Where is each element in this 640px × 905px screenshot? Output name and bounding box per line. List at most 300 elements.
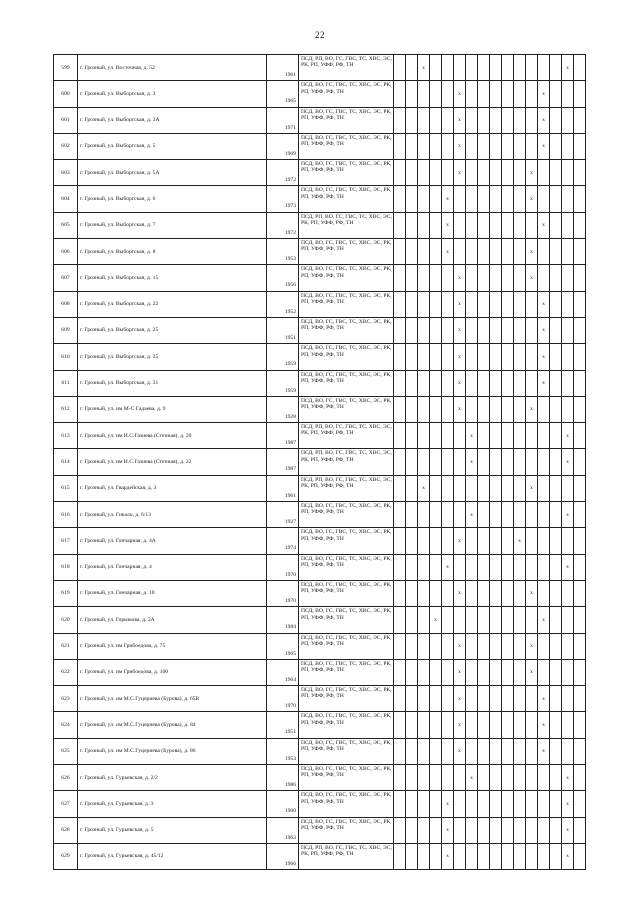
mark-cell — [454, 212, 466, 238]
mark-cell — [394, 239, 406, 265]
mark-cell — [478, 423, 490, 449]
mark-cell — [466, 186, 478, 212]
mark-cell — [478, 817, 490, 843]
mark-cell — [454, 239, 466, 265]
mark-cell — [514, 344, 526, 370]
mark-cell — [430, 423, 442, 449]
mark-cell — [406, 265, 418, 291]
mark-cell: х — [466, 765, 478, 791]
mark-cell — [550, 160, 562, 186]
mark-cell — [538, 265, 550, 291]
mark-cell — [526, 528, 538, 554]
mark-cell — [418, 554, 430, 580]
table-row — [54, 186, 586, 212]
mark-cell — [394, 81, 406, 107]
mark-cell — [430, 396, 442, 422]
address-cell: г. Грозный, ул. Восточная, д. 52 — [78, 55, 267, 81]
table-row — [54, 765, 586, 791]
mark-cell — [562, 396, 574, 422]
mark-cell — [502, 212, 514, 238]
mark-cell: х — [442, 186, 454, 212]
mark-cell — [574, 239, 586, 265]
mark-cell — [406, 423, 418, 449]
work-types-cell: ПСД, ВО, ГС, ГВС, ТС, ХВС, ЭС, РК, РП, УФФ, РФ, ТН — [299, 265, 394, 291]
address-cell: г. Грозный, ул. им М-С Гадаева, д. 9 — [78, 396, 267, 422]
address-cell: г. Грозный, ул. Гурьевская, д. 45/12 — [78, 843, 267, 869]
mark-cell — [562, 738, 574, 764]
mark-cell — [478, 475, 490, 501]
mark-cell — [526, 449, 538, 475]
mark-cell — [514, 55, 526, 81]
mark-cell: х — [454, 396, 466, 422]
mark-cell — [394, 449, 406, 475]
mark-cell: х — [454, 686, 466, 712]
work-types-cell: ПСД, ВО, ГС, ГВС, ТС, ХВС, ЭС, РК, РП, УФФ, РФ, ТН — [299, 186, 394, 212]
table-row — [54, 607, 586, 633]
table-row — [54, 344, 586, 370]
year-cell: 1973 — [267, 186, 299, 212]
mark-cell — [430, 344, 442, 370]
mark-cell — [418, 633, 430, 659]
mark-cell — [550, 186, 562, 212]
mark-cell — [418, 133, 430, 159]
row-number-cell: 604 — [54, 186, 78, 212]
year-cell: 1972 — [267, 212, 299, 238]
year-cell: 1959 — [267, 370, 299, 396]
mark-cell: х — [454, 659, 466, 685]
mark-cell — [526, 423, 538, 449]
year-cell: 1987 — [267, 449, 299, 475]
mark-cell — [490, 580, 502, 606]
address-cell: г. Грозный, ул. им И.С.Газиева (Степная), д. 22 — [78, 449, 267, 475]
table-row — [54, 239, 586, 265]
row-number-cell: 613 — [54, 423, 78, 449]
mark-cell — [418, 659, 430, 685]
mark-cell — [478, 554, 490, 580]
row-number-cell: 600 — [54, 81, 78, 107]
mark-cell — [454, 817, 466, 843]
mark-cell — [550, 107, 562, 133]
mark-cell — [418, 843, 430, 869]
mark-cell — [490, 186, 502, 212]
work-types-cell: ПСД, ВО, ГС, ГВС, ТС, ХВС, ЭС, РК, РП, УФФ, РФ, ТН — [299, 580, 394, 606]
row-number-cell: 626 — [54, 765, 78, 791]
mark-cell — [502, 791, 514, 817]
work-types-cell: ПСД, ВО, ГС, ГВС, ТС, ХВС, ЭС, РК, РП, УФФ, РФ, ТН — [299, 396, 394, 422]
year-cell: 1970 — [267, 686, 299, 712]
work-types-cell: ПСД, ВО, ГС, ГВС, ТС, ХВС, ЭС, РК, РП, УФФ, РФ, ТН — [299, 607, 394, 633]
mark-cell — [466, 607, 478, 633]
mark-cell — [526, 344, 538, 370]
mark-cell — [514, 423, 526, 449]
mark-cell — [430, 843, 442, 869]
mark-cell — [442, 107, 454, 133]
mark-cell — [526, 370, 538, 396]
address-cell: г. Грозный, ул. Гурьевская, д. 5 — [78, 817, 267, 843]
mark-cell — [490, 265, 502, 291]
mark-cell — [478, 317, 490, 343]
mark-cell — [466, 554, 478, 580]
mark-cell — [430, 449, 442, 475]
row-number-cell: 603 — [54, 160, 78, 186]
mark-cell — [502, 396, 514, 422]
mark-cell — [514, 659, 526, 685]
year-cell: 1928 — [267, 396, 299, 422]
mark-cell — [406, 791, 418, 817]
work-types-cell: ПСД, ВО, ГС, ГВС, ТС, ХВС, ЭС, РК, РП, УФФ, РФ, ТН — [299, 344, 394, 370]
mark-cell — [514, 686, 526, 712]
mark-cell: х — [526, 580, 538, 606]
mark-cell — [430, 475, 442, 501]
mark-cell: х — [454, 160, 466, 186]
mark-cell: х — [538, 370, 550, 396]
mark-cell — [526, 738, 538, 764]
mark-cell — [466, 291, 478, 317]
mark-cell — [466, 817, 478, 843]
mark-cell — [454, 475, 466, 501]
mark-cell — [454, 186, 466, 212]
mark-cell — [394, 370, 406, 396]
address-cell: г. Грозный, ул. Выборгская, д. 7 — [78, 212, 267, 238]
mark-cell — [394, 475, 406, 501]
mark-cell: х — [562, 423, 574, 449]
table-row — [54, 475, 586, 501]
mark-cell — [538, 55, 550, 81]
mark-cell — [502, 607, 514, 633]
mark-cell — [478, 843, 490, 869]
address-cell: г. Грозный, ул. Гурьевская, д. 3 — [78, 791, 267, 817]
mark-cell — [562, 370, 574, 396]
registry-body — [54, 55, 586, 870]
mark-cell — [406, 107, 418, 133]
mark-cell — [502, 554, 514, 580]
mark-cell — [574, 712, 586, 738]
mark-cell — [442, 502, 454, 528]
year-cell: 1927 — [267, 502, 299, 528]
mark-cell — [574, 449, 586, 475]
mark-cell — [394, 843, 406, 869]
mark-cell — [502, 712, 514, 738]
mark-cell — [442, 396, 454, 422]
mark-cell — [526, 843, 538, 869]
row-number-cell: 627 — [54, 791, 78, 817]
work-types-cell: ПСД, ВО, ГС, ГВС, ТС, ХВС, ЭС, РК, РП, УФФ, РФ, ТН — [299, 738, 394, 764]
mark-cell: х — [562, 817, 574, 843]
mark-cell — [538, 633, 550, 659]
mark-cell — [394, 423, 406, 449]
mark-cell — [538, 765, 550, 791]
work-types-cell: ПСД, ВО, ГС, ГВС, ТС, ХВС, ЭС, РК, РП, УФФ, РФ, ТН — [299, 817, 394, 843]
row-number-cell: 610 — [54, 344, 78, 370]
mark-cell — [430, 738, 442, 764]
mark-cell — [490, 738, 502, 764]
mark-cell — [394, 580, 406, 606]
table-row — [54, 686, 586, 712]
row-number-cell: 629 — [54, 843, 78, 869]
mark-cell — [562, 81, 574, 107]
mark-cell — [574, 633, 586, 659]
mark-cell — [430, 212, 442, 238]
mark-cell — [406, 580, 418, 606]
mark-cell: х — [514, 528, 526, 554]
table-row — [54, 81, 586, 107]
mark-cell — [574, 686, 586, 712]
mark-cell — [454, 449, 466, 475]
year-cell: 1986 — [267, 765, 299, 791]
mark-cell — [418, 738, 430, 764]
mark-cell — [394, 396, 406, 422]
mark-cell — [466, 265, 478, 291]
mark-cell — [442, 317, 454, 343]
mark-cell — [550, 712, 562, 738]
mark-cell — [502, 738, 514, 764]
mark-cell — [562, 580, 574, 606]
mark-cell — [502, 502, 514, 528]
row-number-cell: 617 — [54, 528, 78, 554]
row-number-cell: 616 — [54, 502, 78, 528]
mark-cell — [394, 738, 406, 764]
mark-cell — [406, 133, 418, 159]
mark-cell — [574, 81, 586, 107]
mark-cell — [502, 344, 514, 370]
table-row — [54, 528, 586, 554]
work-types-cell: ПСД, ВО, ГС, ГВС, ТС, ХВС, ЭС, РК, РП, УФФ, РФ, ТН — [299, 659, 394, 685]
work-types-cell: ПСД, ВО, ГС, ГВС, ТС, ХВС, ЭС, РК, РП, УФФ, РФ, ТН — [299, 370, 394, 396]
mark-cell — [394, 186, 406, 212]
mark-cell — [466, 81, 478, 107]
mark-cell — [478, 133, 490, 159]
mark-cell — [430, 317, 442, 343]
mark-cell — [514, 502, 526, 528]
mark-cell — [466, 344, 478, 370]
mark-cell — [454, 423, 466, 449]
mark-cell: х — [538, 133, 550, 159]
mark-cell — [430, 633, 442, 659]
mark-cell — [562, 712, 574, 738]
address-cell: г. Грозный, ул. Выборгская, д. 25 — [78, 344, 267, 370]
mark-cell — [550, 344, 562, 370]
mark-cell — [406, 212, 418, 238]
mark-cell — [394, 791, 406, 817]
mark-cell — [430, 81, 442, 107]
work-types-cell: ПСД, ВО, ГС, ГВС, ТС, ХВС, ЭС, РК, РП, УФФ, РФ, ТН — [299, 765, 394, 791]
table-row — [54, 423, 586, 449]
mark-cell — [562, 607, 574, 633]
mark-cell — [478, 633, 490, 659]
mark-cell — [394, 659, 406, 685]
work-types-cell: ПСД, ВО, ГС, ГВС, ТС, ХВС, ЭС, РК, РП, УФФ, РФ, ТН — [299, 160, 394, 186]
address-cell: г. Грозный, ул. Выборгская, д. 3 — [78, 81, 267, 107]
row-number-cell: 620 — [54, 607, 78, 633]
mark-cell — [454, 607, 466, 633]
mark-cell — [466, 712, 478, 738]
mark-cell — [418, 344, 430, 370]
mark-cell — [550, 239, 562, 265]
mark-cell — [454, 843, 466, 869]
year-cell: 1953 — [267, 738, 299, 764]
work-types-cell: ПСД, ВО, ГС, ГВС, ТС, ХВС, ЭС, РК, РП, УФФ, РФ, ТН — [299, 502, 394, 528]
mark-cell — [514, 817, 526, 843]
mark-cell — [466, 317, 478, 343]
mark-cell — [418, 580, 430, 606]
mark-cell — [466, 738, 478, 764]
mark-cell — [502, 449, 514, 475]
mark-cell — [574, 580, 586, 606]
row-number-cell: 619 — [54, 580, 78, 606]
mark-cell — [466, 843, 478, 869]
mark-cell — [430, 55, 442, 81]
mark-cell — [574, 55, 586, 81]
mark-cell: х — [418, 475, 430, 501]
mark-cell — [478, 396, 490, 422]
mark-cell — [550, 396, 562, 422]
mark-cell — [406, 291, 418, 317]
mark-cell — [394, 712, 406, 738]
mark-cell — [394, 502, 406, 528]
mark-cell — [514, 265, 526, 291]
mark-cell — [514, 317, 526, 343]
address-cell: г. Грозный, ул. им М.С.Гуцериева (Бурова), д. 86 — [78, 738, 267, 764]
mark-cell — [550, 765, 562, 791]
row-number-cell: 614 — [54, 449, 78, 475]
mark-cell — [442, 160, 454, 186]
mark-cell — [418, 765, 430, 791]
mark-cell — [418, 791, 430, 817]
mark-cell: х — [538, 107, 550, 133]
mark-cell — [502, 81, 514, 107]
mark-cell — [478, 738, 490, 764]
work-types-cell: ПСД, РП, ВО, ГС, ГВС, ТС, ХВС, ЭС, РК, РП, УФФ, РФ, ТН — [299, 55, 394, 81]
mark-cell — [490, 344, 502, 370]
mark-cell: х — [430, 607, 442, 633]
mark-cell — [466, 55, 478, 81]
mark-cell: х — [442, 212, 454, 238]
table-row — [54, 133, 586, 159]
year-cell: 1974 — [267, 528, 299, 554]
row-number-cell: 605 — [54, 212, 78, 238]
mark-cell — [490, 607, 502, 633]
year-cell: 1966 — [267, 843, 299, 869]
year-cell: 1987 — [267, 423, 299, 449]
mark-cell — [514, 212, 526, 238]
mark-cell — [550, 502, 562, 528]
mark-cell — [466, 133, 478, 159]
mark-cell — [406, 686, 418, 712]
mark-cell — [418, 502, 430, 528]
mark-cell — [538, 580, 550, 606]
mark-cell — [502, 186, 514, 212]
mark-cell — [466, 212, 478, 238]
mark-cell — [478, 81, 490, 107]
mark-cell — [550, 370, 562, 396]
mark-cell — [430, 133, 442, 159]
row-number-cell: 601 — [54, 107, 78, 133]
mark-cell — [574, 659, 586, 685]
mark-cell: х — [454, 133, 466, 159]
mark-cell — [574, 186, 586, 212]
address-cell: г. Грозный, ул. им Грибоедова, д. 75 — [78, 633, 267, 659]
mark-cell — [406, 817, 418, 843]
year-cell: 1951 — [267, 317, 299, 343]
mark-cell — [394, 212, 406, 238]
mark-cell — [406, 765, 418, 791]
mark-cell — [502, 55, 514, 81]
work-types-cell: ПСД, ВО, ГС, ГВС, ТС, ХВС, ЭС, РК, РП, УФФ, РФ, ТН — [299, 81, 394, 107]
mark-cell — [442, 133, 454, 159]
housing-registry-table — [53, 54, 586, 870]
mark-cell — [514, 370, 526, 396]
year-cell: 1952 — [267, 291, 299, 317]
mark-cell — [394, 633, 406, 659]
mark-cell — [478, 686, 490, 712]
mark-cell — [466, 580, 478, 606]
mark-cell — [562, 265, 574, 291]
mark-cell — [394, 107, 406, 133]
year-cell: 1963 — [267, 817, 299, 843]
mark-cell — [418, 265, 430, 291]
work-types-cell: ПСД, РП, ВО, ГС, ГВС, ТС, ХВС, ЭС, РК, РП, УФФ, РФ, ТН — [299, 475, 394, 501]
mark-cell — [490, 291, 502, 317]
mark-cell — [550, 817, 562, 843]
mark-cell — [514, 712, 526, 738]
mark-cell — [430, 291, 442, 317]
mark-cell — [550, 55, 562, 81]
mark-cell — [394, 817, 406, 843]
mark-cell — [490, 712, 502, 738]
mark-cell — [478, 607, 490, 633]
mark-cell — [574, 607, 586, 633]
mark-cell — [514, 239, 526, 265]
mark-cell — [514, 449, 526, 475]
mark-cell — [418, 396, 430, 422]
mark-cell: х — [442, 554, 454, 580]
mark-cell — [394, 344, 406, 370]
mark-cell — [442, 449, 454, 475]
mark-cell — [466, 160, 478, 186]
address-cell: г. Грозный, ул. Гончарная, д. 10 — [78, 580, 267, 606]
mark-cell: х — [526, 160, 538, 186]
mark-cell — [430, 554, 442, 580]
mark-cell — [406, 317, 418, 343]
mark-cell — [550, 291, 562, 317]
address-cell: г. Грозный, ул. Гвардейская, д. 3 — [78, 475, 267, 501]
mark-cell: х — [454, 291, 466, 317]
mark-cell — [418, 607, 430, 633]
mark-cell — [406, 344, 418, 370]
mark-cell — [550, 133, 562, 159]
row-number-cell: 608 — [54, 291, 78, 317]
mark-cell — [442, 291, 454, 317]
mark-cell: х — [442, 791, 454, 817]
mark-cell — [418, 107, 430, 133]
table-row — [54, 554, 586, 580]
mark-cell — [550, 791, 562, 817]
row-number-cell: 615 — [54, 475, 78, 501]
mark-cell: х — [442, 817, 454, 843]
mark-cell — [490, 475, 502, 501]
mark-cell — [514, 396, 526, 422]
mark-cell — [418, 817, 430, 843]
mark-cell — [574, 317, 586, 343]
year-cell: 1970 — [267, 554, 299, 580]
mark-cell — [406, 160, 418, 186]
year-cell: 1970 — [267, 580, 299, 606]
mark-cell — [454, 791, 466, 817]
mark-cell — [478, 791, 490, 817]
mark-cell — [394, 317, 406, 343]
row-number-cell: 625 — [54, 738, 78, 764]
mark-cell — [538, 791, 550, 817]
